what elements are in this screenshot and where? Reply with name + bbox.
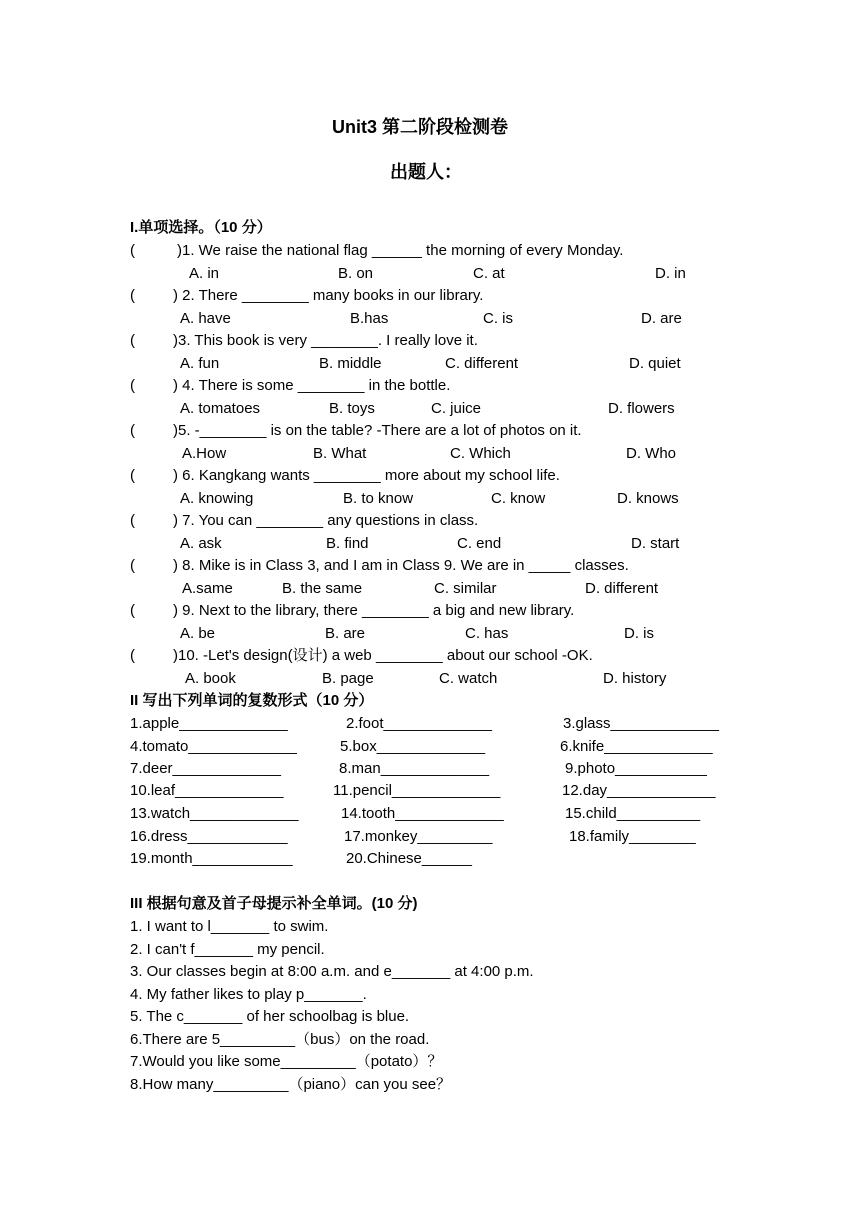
- question-paren: (: [130, 332, 135, 349]
- option-b: B. to know: [343, 490, 414, 507]
- question-stem: ) 2. There ________ many books in our library.: [173, 287, 484, 304]
- plural-item: 19.month____________: [130, 850, 293, 867]
- option-a: A. fun: [180, 355, 220, 372]
- option-d: D. is: [624, 625, 654, 642]
- section-2-heading: II 写出下列单词的复数形式（10 分）: [130, 692, 374, 709]
- fill-item: 4. My father likes to play p_______.: [130, 986, 367, 1003]
- question-paren: (: [130, 467, 135, 484]
- fill-item: 5. The c_______ of her schoolbag is blue.: [130, 1008, 410, 1025]
- option-c: C. juice: [431, 400, 482, 417]
- option-a: A. in: [189, 265, 220, 282]
- author-line: 出题人：: [390, 162, 462, 182]
- question-stem: )10. -Let's design(设计) a web ________ about our school -OK.: [173, 647, 593, 664]
- option-a: A. have: [180, 310, 231, 327]
- plural-item: 6.knife_____________: [560, 738, 713, 755]
- question-paren: (: [130, 242, 135, 259]
- question-paren: (: [130, 287, 135, 304]
- section-3-heading: III 根据句意及首子母提示补全单词。(10 分): [130, 895, 418, 912]
- option-c: C. is: [483, 310, 513, 327]
- option-b: B. What: [313, 445, 367, 462]
- option-a: A. knowing: [180, 490, 254, 507]
- option-c: C. know: [491, 490, 546, 507]
- option-d: D. different: [585, 580, 659, 597]
- fill-item: 6.There are 5_________（bus）on the road.: [130, 1031, 430, 1048]
- option-d: D. are: [641, 310, 682, 327]
- plural-item: 18.family________: [569, 828, 696, 845]
- fill-item: 7.Would you like some_________（potato）？: [130, 1053, 443, 1070]
- plural-item: 8.man_____________: [339, 760, 490, 777]
- option-c: C. similar: [434, 580, 497, 597]
- plural-item: 7.deer_____________: [130, 760, 281, 777]
- question-stem: ) 7. You can ________ any questions in class.: [173, 512, 479, 529]
- plural-item: 16.dress____________: [130, 828, 288, 845]
- option-a: A.same: [182, 580, 233, 597]
- option-c: C. different: [445, 355, 519, 372]
- option-c: C. watch: [439, 670, 498, 687]
- option-b: B. page: [322, 670, 374, 687]
- option-c: C. Which: [450, 445, 511, 462]
- option-d: D. history: [603, 670, 667, 687]
- fill-item: 2. I can't f_______ my pencil.: [130, 941, 325, 958]
- option-a: A. be: [180, 625, 216, 642]
- plural-item: 4.tomato_____________: [130, 738, 297, 755]
- question-paren: (: [130, 422, 135, 439]
- option-b: B.has: [350, 310, 389, 327]
- option-c: C. end: [457, 535, 502, 552]
- plural-item: 12.day_____________: [562, 782, 716, 799]
- option-b: B. the same: [282, 580, 363, 597]
- plural-item: 3.glass_____________: [563, 715, 719, 732]
- option-b: B. middle: [319, 355, 382, 372]
- page-title: Unit3 第二阶段检测卷: [332, 117, 509, 137]
- plural-item: 17.monkey_________: [344, 828, 493, 845]
- plural-item: 15.child__________: [565, 805, 701, 822]
- option-d: D. start: [631, 535, 680, 552]
- option-c: C. has: [465, 625, 509, 642]
- question-stem: )5. -________ is on the table? -There are a lot of photos on it.: [173, 422, 582, 439]
- plural-item: 10.leaf_____________: [130, 782, 284, 799]
- plural-item: 11.pencil_____________: [333, 782, 501, 799]
- option-d: D. knows: [617, 490, 679, 507]
- option-d: D. Who: [626, 445, 677, 462]
- fill-item: 8.How many_________（piano）can you see？: [130, 1076, 452, 1093]
- option-a: A. ask: [180, 535, 222, 552]
- option-d: D. flowers: [608, 400, 675, 417]
- plural-item: 13.watch_____________: [130, 805, 299, 822]
- question-paren: (: [130, 647, 135, 664]
- plural-item: 1.apple_____________: [130, 715, 288, 732]
- option-b: B. find: [326, 535, 369, 552]
- section-1-heading: I.单项选择。（10 分）: [130, 219, 272, 236]
- option-a: A. book: [185, 670, 236, 687]
- plural-item: 5.box_____________: [340, 738, 486, 755]
- option-b: B. on: [338, 265, 374, 282]
- question-paren: (: [130, 377, 135, 394]
- question-paren: (: [130, 602, 135, 619]
- plural-item: 9.photo___________: [565, 760, 707, 777]
- fill-item: 3. Our classes begin at 8:00 a.m. and e_______ at 4:00 p.m.: [130, 963, 534, 980]
- plural-item: 2.foot_____________: [346, 715, 492, 732]
- question-stem: )1. We raise the national flag ______ the morning of every Monday.: [177, 242, 624, 259]
- fill-item: 1. I want to l_______ to swim.: [130, 918, 329, 935]
- option-a: A. tomatoes: [180, 400, 261, 417]
- question-stem: ) 4. There is some ________ in the bottle.: [173, 377, 451, 394]
- question-paren: (: [130, 512, 135, 529]
- option-d: D. quiet: [629, 355, 681, 372]
- question-stem: )3. This book is very ________. I really love it.: [173, 332, 478, 349]
- question-stem: ) 9. Next to the library, there ________ a big and new library.: [173, 602, 575, 619]
- option-d: D. in: [655, 265, 686, 282]
- question-stem: ) 6. Kangkang wants ________ more about my school life.: [173, 467, 560, 484]
- option-b: B. toys: [329, 400, 375, 417]
- plural-item: 14.tooth_____________: [341, 805, 504, 822]
- option-a: A.How: [182, 445, 227, 462]
- option-b: B. are: [325, 625, 366, 642]
- plural-item: 20.Chinese______: [346, 850, 472, 867]
- question-stem: ) 8. Mike is in Class 3, and I am in Class 9. We are in _____ classes.: [173, 557, 629, 574]
- option-c: C. at: [473, 265, 505, 282]
- question-paren: (: [130, 557, 135, 574]
